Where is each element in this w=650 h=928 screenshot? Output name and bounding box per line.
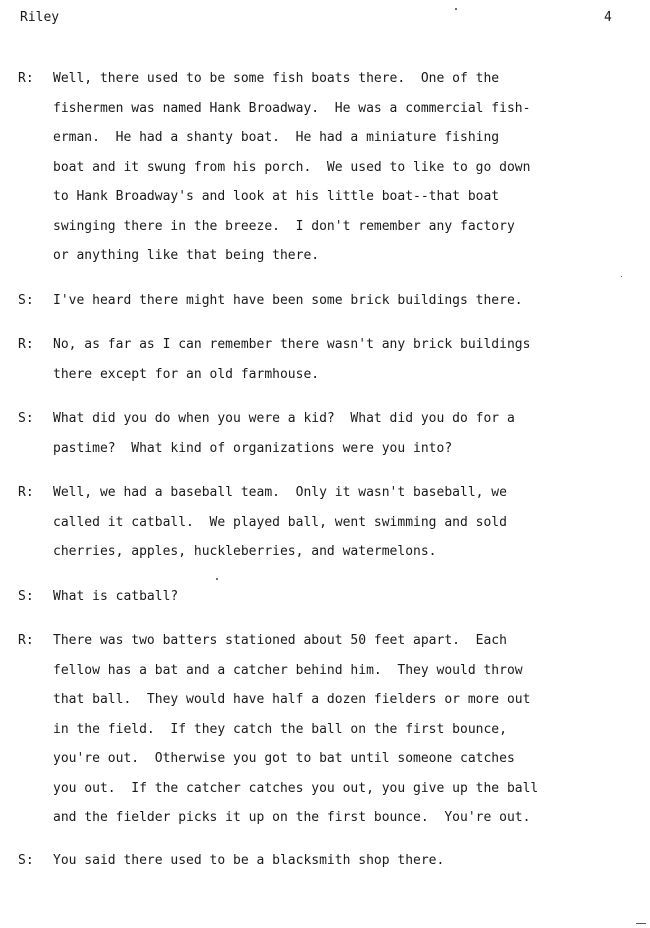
- speaker-label: R:: [18, 71, 34, 86]
- speech-line: erman. He had a shanty boat. He had a miniature fishing: [53, 130, 500, 145]
- speech-line: Well, we had a baseball team. Only it wasn't baseball, we: [53, 485, 507, 500]
- speech-line: There was two batters stationed about 50 feet apart. Each: [53, 633, 507, 648]
- speech-line: fellow has a bat and a catcher behind him. They would throw: [53, 662, 523, 678]
- scan-speck: [455, 8, 457, 10]
- speech-line: fishermen was named Hank Broadway. He was a commercial fish-: [53, 100, 531, 116]
- speech-line: that ball. They would have half a dozen fielders or more out: [53, 692, 531, 707]
- speech-text: [53, 626, 633, 833]
- speaker-label: S:: [18, 589, 34, 604]
- speech-line: swinging there in the breeze. I don't remember any factory: [53, 218, 515, 234]
- speaker-label: R:: [18, 633, 34, 648]
- speaker-label: S:: [18, 293, 34, 308]
- speaker-label: S:: [18, 853, 34, 868]
- speech-line: cherries, apples, huckleberries, and watermelons.: [53, 544, 437, 559]
- speech-text: [53, 404, 633, 463]
- speaker-label: R:: [18, 485, 34, 500]
- speech-line: No, as far as I can remember there wasn't any brick buildings: [53, 337, 531, 352]
- speech-line: to Hank Broadway's and look at his little boat--that boat: [53, 189, 500, 204]
- speech-line: Well, there used to be some fish boats there. One of the: [53, 71, 500, 86]
- speech-line: there except for an old farmhouse.: [53, 366, 320, 382]
- speech-line: and the fielder picks it up on the first bounce. You're out.: [53, 810, 531, 825]
- scan-speck: [621, 276, 622, 277]
- speech-line: What is catball?: [53, 589, 179, 604]
- scan-speck: [216, 578, 218, 580]
- speech-line: or anything like that being there.: [53, 248, 320, 263]
- speech-line: pastime? What kind of organizations were you into?: [53, 440, 453, 456]
- speech-line: boat and it swung from his porch. We used to like to go down: [53, 159, 531, 175]
- header-page-number: 4: [604, 10, 612, 25]
- speech-text: [53, 330, 633, 389]
- speech-line: You said there used to be a blacksmith shop there.: [53, 853, 445, 868]
- speech-line: you're out. Otherwise you got to bat until someone catches: [53, 751, 515, 766]
- speech-text: [53, 478, 633, 567]
- speech-text: [53, 64, 633, 271]
- speech-text: [53, 582, 633, 612]
- speech-line: I've heard there might have been some brick buildings there.: [53, 293, 523, 308]
- speech-text: [53, 286, 633, 316]
- speech-line: What did you do when you were a kid? What did you do for a: [53, 411, 515, 426]
- speaker-label: S:: [18, 411, 34, 426]
- speech-text: [53, 846, 633, 876]
- header-interviewee-name: Riley: [20, 10, 60, 25]
- speech-line: you out. If the catcher catches you out, you give up the ball: [53, 780, 539, 796]
- speech-line: called it catball. We played ball, went swimming and sold: [53, 514, 507, 530]
- speech-line: in the field. If they catch the ball on the first bounce,: [53, 721, 507, 737]
- scan-mark: [636, 923, 646, 924]
- speaker-label: R:: [18, 337, 34, 352]
